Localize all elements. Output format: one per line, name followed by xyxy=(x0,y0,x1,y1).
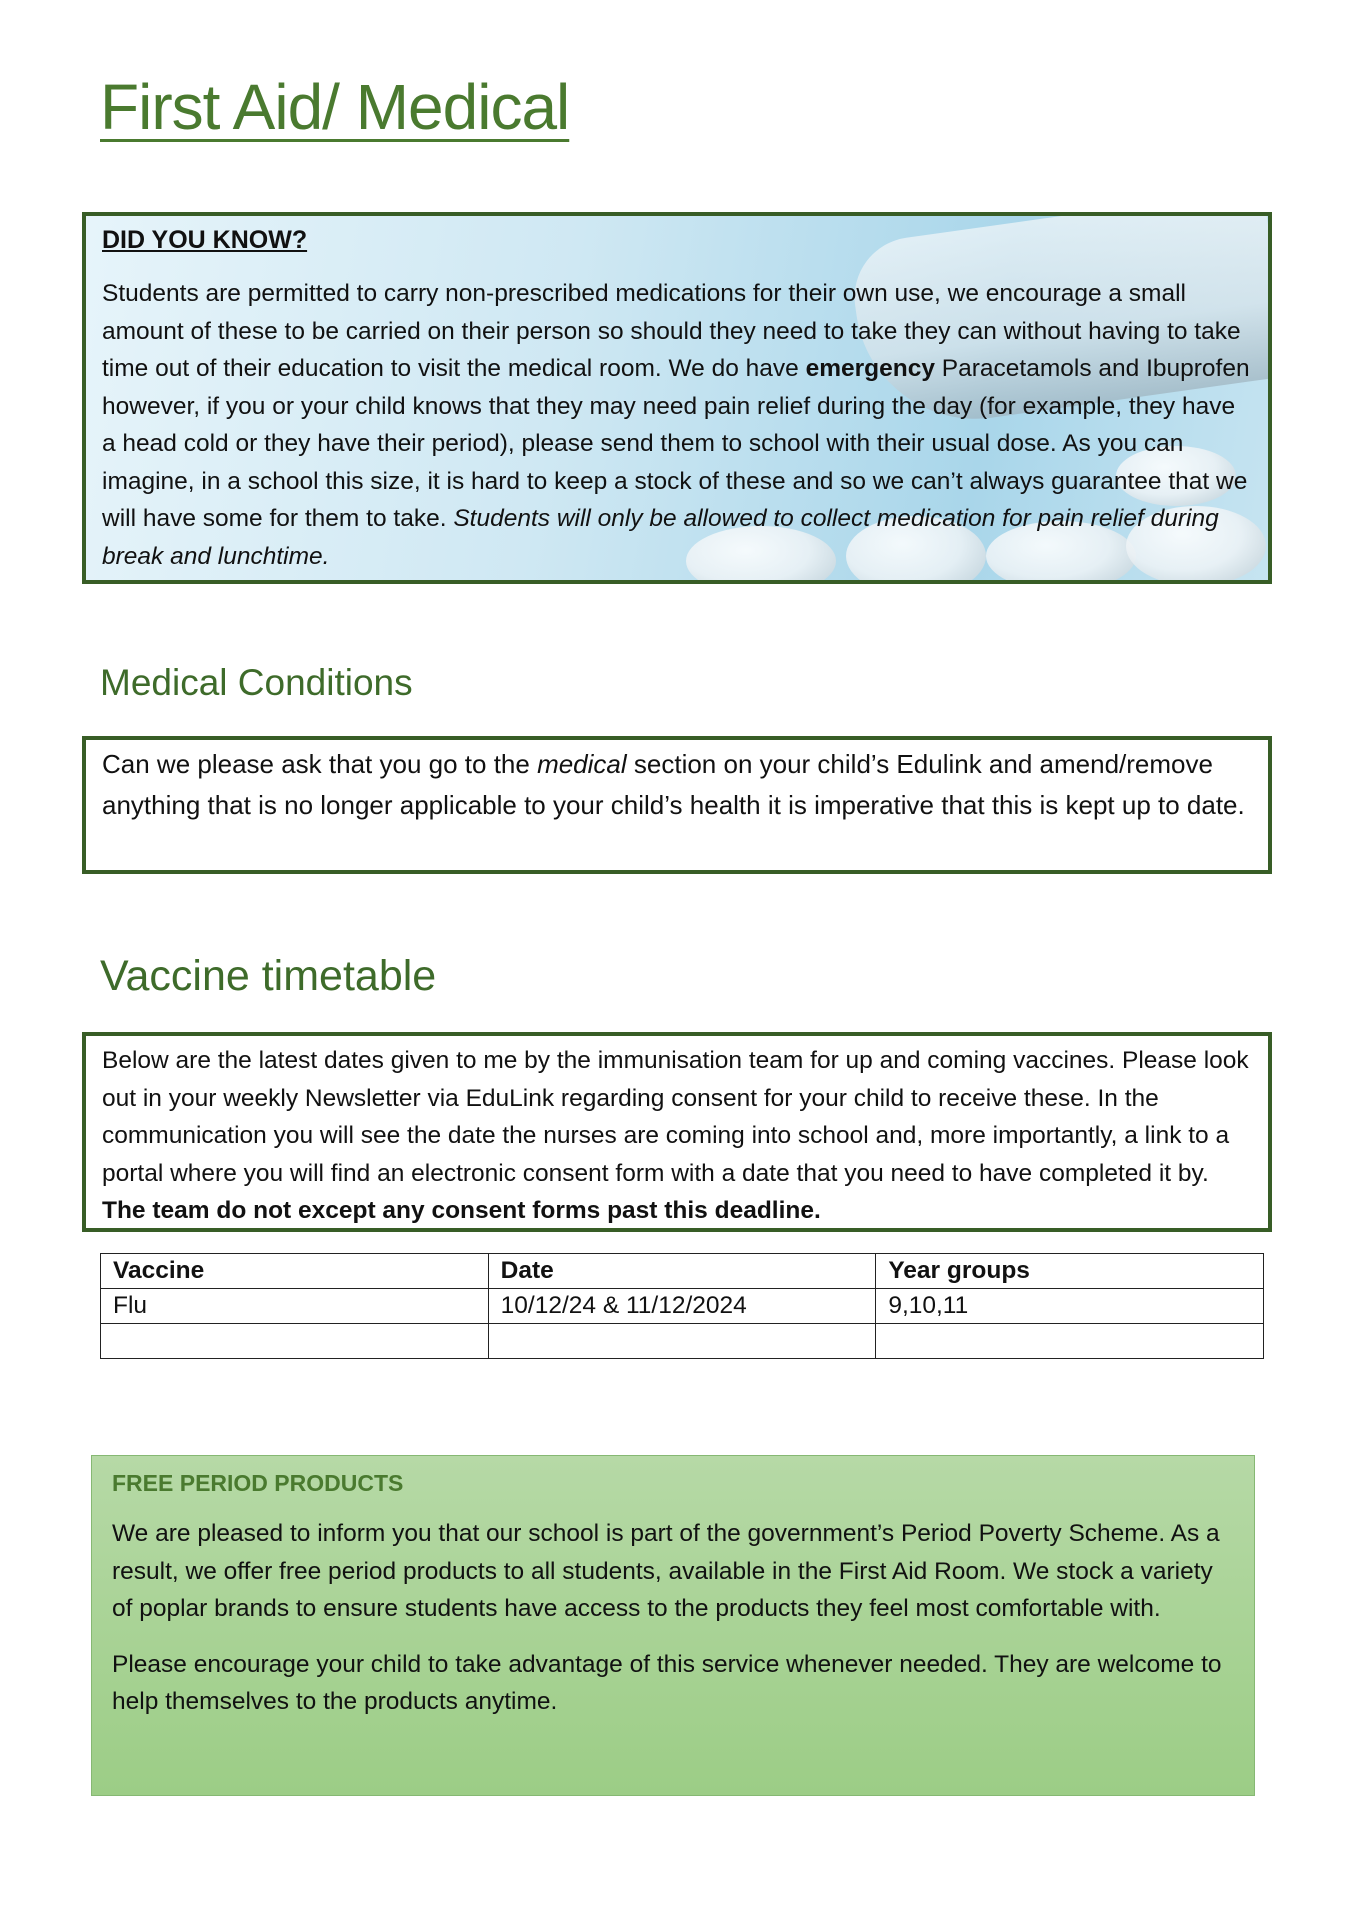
medical-conditions-heading: Medical Conditions xyxy=(100,662,413,703)
table-cell xyxy=(101,1324,489,1359)
table-header: Date xyxy=(488,1254,876,1289)
vaccine-timetable-heading: Vaccine timetable xyxy=(100,952,437,1000)
period-products-paragraph: We are pleased to inform you that our school is part of the government’s Period Poverty Scheme. As a result, we offer free period products to all students, available in the First Aid Room. We stock a variety of poplar brands to ensure students have access to the products they feel most comfortable with. xyxy=(112,1520,1220,1622)
did-you-know-box xyxy=(82,212,1272,584)
table-cell: 10/12/24 & 11/12/2024 xyxy=(488,1289,876,1324)
vaccine-timetable-box xyxy=(82,1032,1272,1232)
table-row xyxy=(101,1324,1264,1359)
table-cell: Flu xyxy=(101,1289,489,1324)
table-header: Year groups xyxy=(876,1254,1264,1289)
vaccine-table xyxy=(100,1253,1264,1359)
page-title: First Aid/ Medical xyxy=(100,71,570,143)
table-cell xyxy=(488,1324,876,1359)
medical-conditions-box xyxy=(82,736,1272,874)
table-header-row xyxy=(101,1254,1264,1289)
table-cell: 9,10,11 xyxy=(876,1289,1264,1324)
medical-conditions-text: Can we please ask that you go to the medical section on your child’s Edulink and amend/remove anything that is no longer applicable to your child’s health it is imperative that this is kept up to date. xyxy=(102,749,1245,820)
table-row xyxy=(101,1289,1264,1324)
table-cell xyxy=(876,1324,1264,1359)
table-header: Vaccine xyxy=(101,1254,489,1289)
did-you-know-text: Students are permitted to carry non-prescribed medications for their own use, we encourage a small amount of these to be carried on their person so should they need to take they can without having to take time out of their education to visit the medical room. We do have emergency Paracetamols and Ibuprofen however, if you or your child knows that they may need pain relief during the day (for example, they have a head cold or they have their period), please send them to school with their usual dose. As you can imagine, in a school this size, it is hard to keep a stock of these and so we can’t always guarantee that we will have some for them to take. Students will only be allowed to collect medication for pain relief during break and lunchtime. xyxy=(102,280,1250,570)
period-products-paragraph: Please encourage your child to take advantage of this service whenever needed. They are welcome to help themselves to the products anytime. xyxy=(112,1650,1222,1715)
period-products-box xyxy=(91,1455,1255,1796)
did-you-know-heading: DID YOU KNOW? xyxy=(102,226,308,254)
period-products-heading: FREE PERIOD PRODUCTS xyxy=(112,1470,404,1496)
vaccine-timetable-text: Below are the latest dates given to me by the immunisation team for up and coming vaccines. Please look out in your weekly Newsletter via EduLink regarding consent for your child to receive these. In the communication you will see the date the nurses are coming into school and, more importantly, a link to a portal where you will find an electronic consent form with a date that you need to have completed it by. The team do not except any consent forms past this deadline. xyxy=(102,1047,1249,1224)
